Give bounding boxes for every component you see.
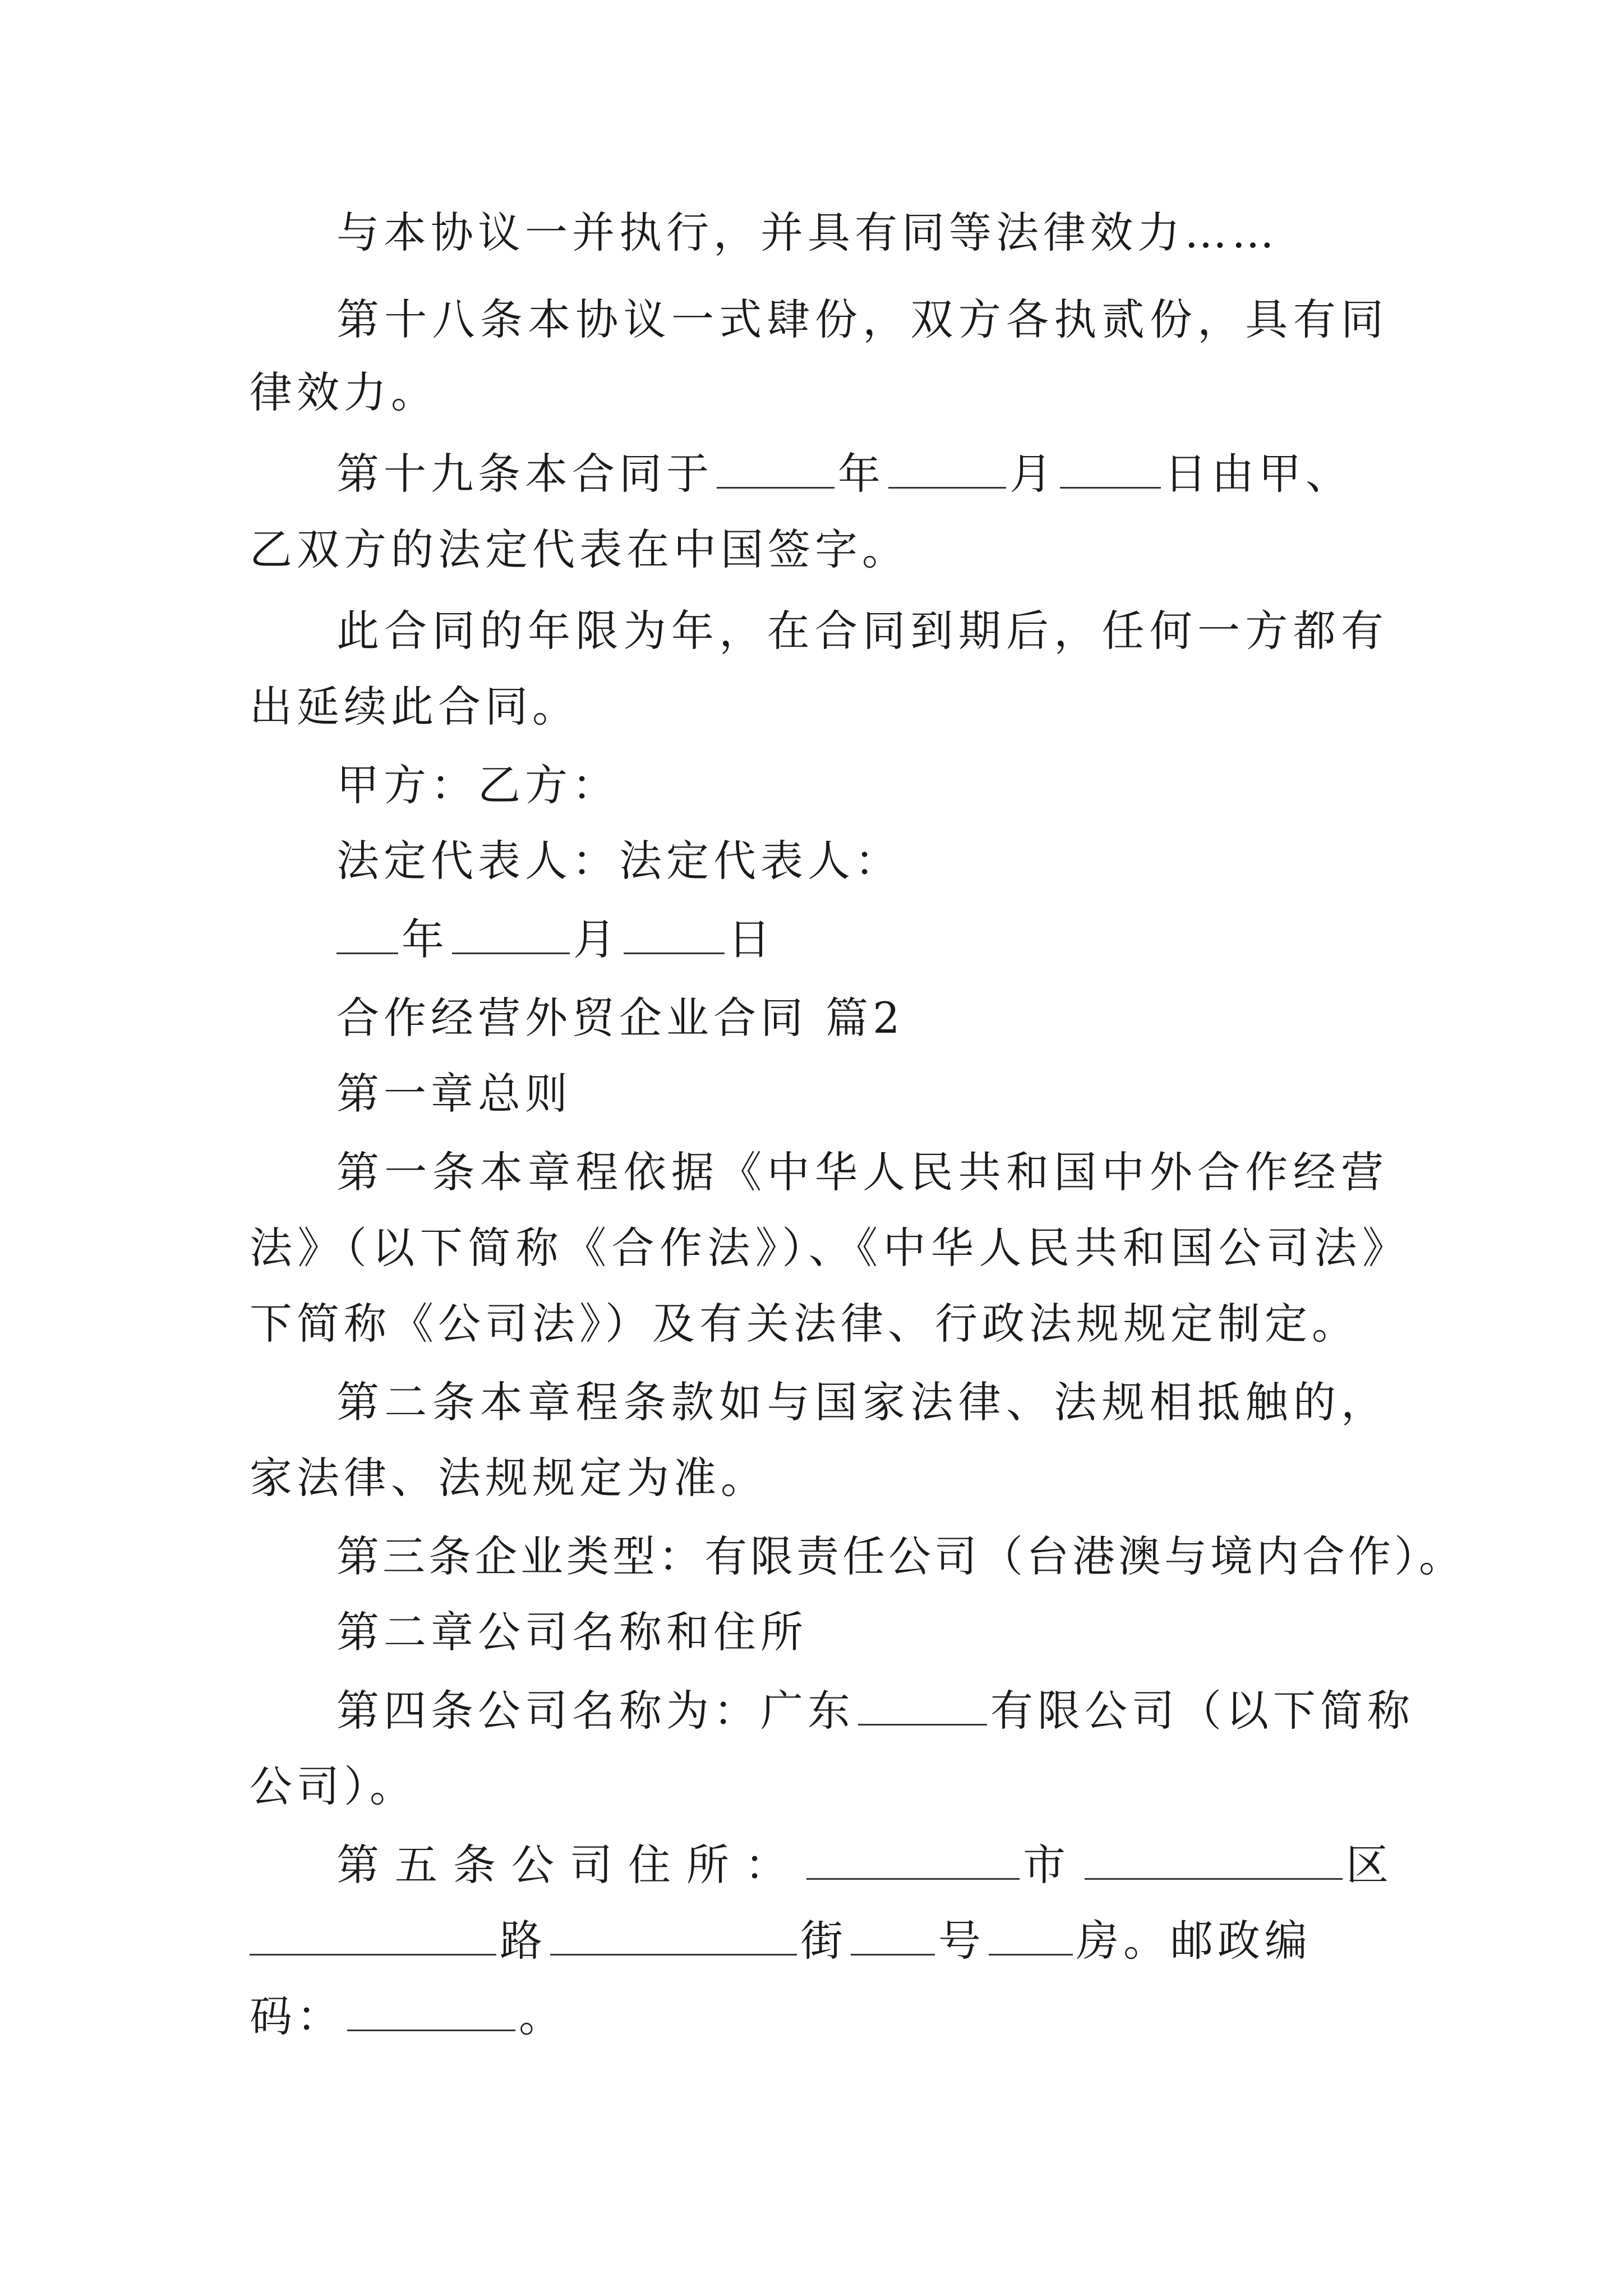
text-line-17: 家法律、法规规定为准。: [250, 1453, 768, 1503]
line10-text-c: 日: [728, 914, 775, 964]
line4-text-d: 日由甲、: [1164, 449, 1353, 499]
text-line-5: 乙双方的法定代表在中国签字。: [250, 524, 909, 574]
text-line-20: [336, 1680, 1414, 1742]
line23-text-a: 路: [500, 1916, 547, 1966]
text-line-13: 第一条本章程依据《中华人民共和国中外合作经营: [336, 1147, 1388, 1197]
line4-text-c: 月: [1009, 449, 1057, 499]
line24-text-a: 码：: [250, 1991, 344, 2041]
text-line-10: [336, 909, 1388, 970]
blank-sign-day: [624, 910, 725, 954]
blank-day: [1060, 444, 1161, 489]
line10-text-a: 年: [402, 914, 449, 964]
line22-text-c: 区: [1346, 1840, 1404, 1890]
chapter-heading-1: 第一章总则: [336, 1069, 572, 1119]
line10-text-b: 月: [573, 914, 620, 964]
blank-year: [717, 444, 834, 489]
line20-text-a: 第四条公司名称为：广东: [336, 1686, 855, 1736]
line4-text-a: 第十九条本合同于: [336, 449, 713, 499]
blank-sign-month: [452, 910, 570, 954]
blank-street: [550, 1911, 797, 1955]
line22-text-a: 第五条公司住所：: [336, 1840, 803, 1890]
text-line-16: 第二条本章程条款如与国家法律、法规相抵触的，: [336, 1377, 1388, 1427]
text-line-7: 出延续此合同。: [250, 682, 579, 731]
text-line-14: 法》（以下简称《合作法》）、《中华人民共和国公司法》: [250, 1223, 1388, 1273]
blank-sign-year: [336, 910, 398, 954]
line20-text-b: 有限公司（以下简称: [990, 1686, 1414, 1736]
text-line-3: 律效力。: [250, 367, 438, 417]
text-line-2: 第十八条本协议一式肆份，双方各执贰份，具有同: [336, 295, 1388, 344]
text-line-1: 与本协议一并执行，并具有同等法律效力……: [336, 208, 1279, 257]
text-line-8: 甲方：乙方：: [336, 760, 619, 810]
blank-district: [1085, 1835, 1343, 1880]
text-line-4: [336, 443, 1388, 505]
text-line-15: 下简称《公司法》）及有关法律、行政法规规定制定。: [250, 1299, 1359, 1349]
line23-text-c: 号: [938, 1916, 985, 1966]
blank-room: [989, 1911, 1073, 1955]
blank-month: [888, 444, 1006, 489]
blank-road: [250, 1911, 496, 1955]
text-line-21: 公司）。: [250, 1761, 417, 1811]
line23-text-d: 房。邮政编: [1076, 1916, 1312, 1966]
blank-number: [851, 1911, 935, 1955]
text-line-24: [250, 1986, 1388, 2047]
line23-text-b: 街: [800, 1916, 847, 1966]
text-line-9: 法定代表人：法定代表人：: [336, 836, 902, 886]
line22-text-b: 市: [1023, 1840, 1081, 1890]
blank-postcode: [347, 1987, 515, 2031]
text-line-18: 第三条企业类型：有限责任公司（台港澳与境内合作）。: [336, 1531, 1465, 1581]
section-title: 合作经营外贸企业合同 篇2: [336, 993, 905, 1043]
text-line-23: [250, 1910, 1388, 1972]
line24-text-b: 。: [519, 1991, 566, 2041]
chapter-heading-2: 第二章公司名称和住所: [336, 1607, 808, 1657]
blank-city: [806, 1835, 1020, 1880]
text-line-6: 此合同的年限为年，在合同到期后，任何一方都有: [336, 606, 1388, 656]
blank-company-name: [858, 1681, 987, 1726]
text-line-22: [336, 1834, 1404, 1896]
line4-text-b: 年: [838, 449, 885, 499]
